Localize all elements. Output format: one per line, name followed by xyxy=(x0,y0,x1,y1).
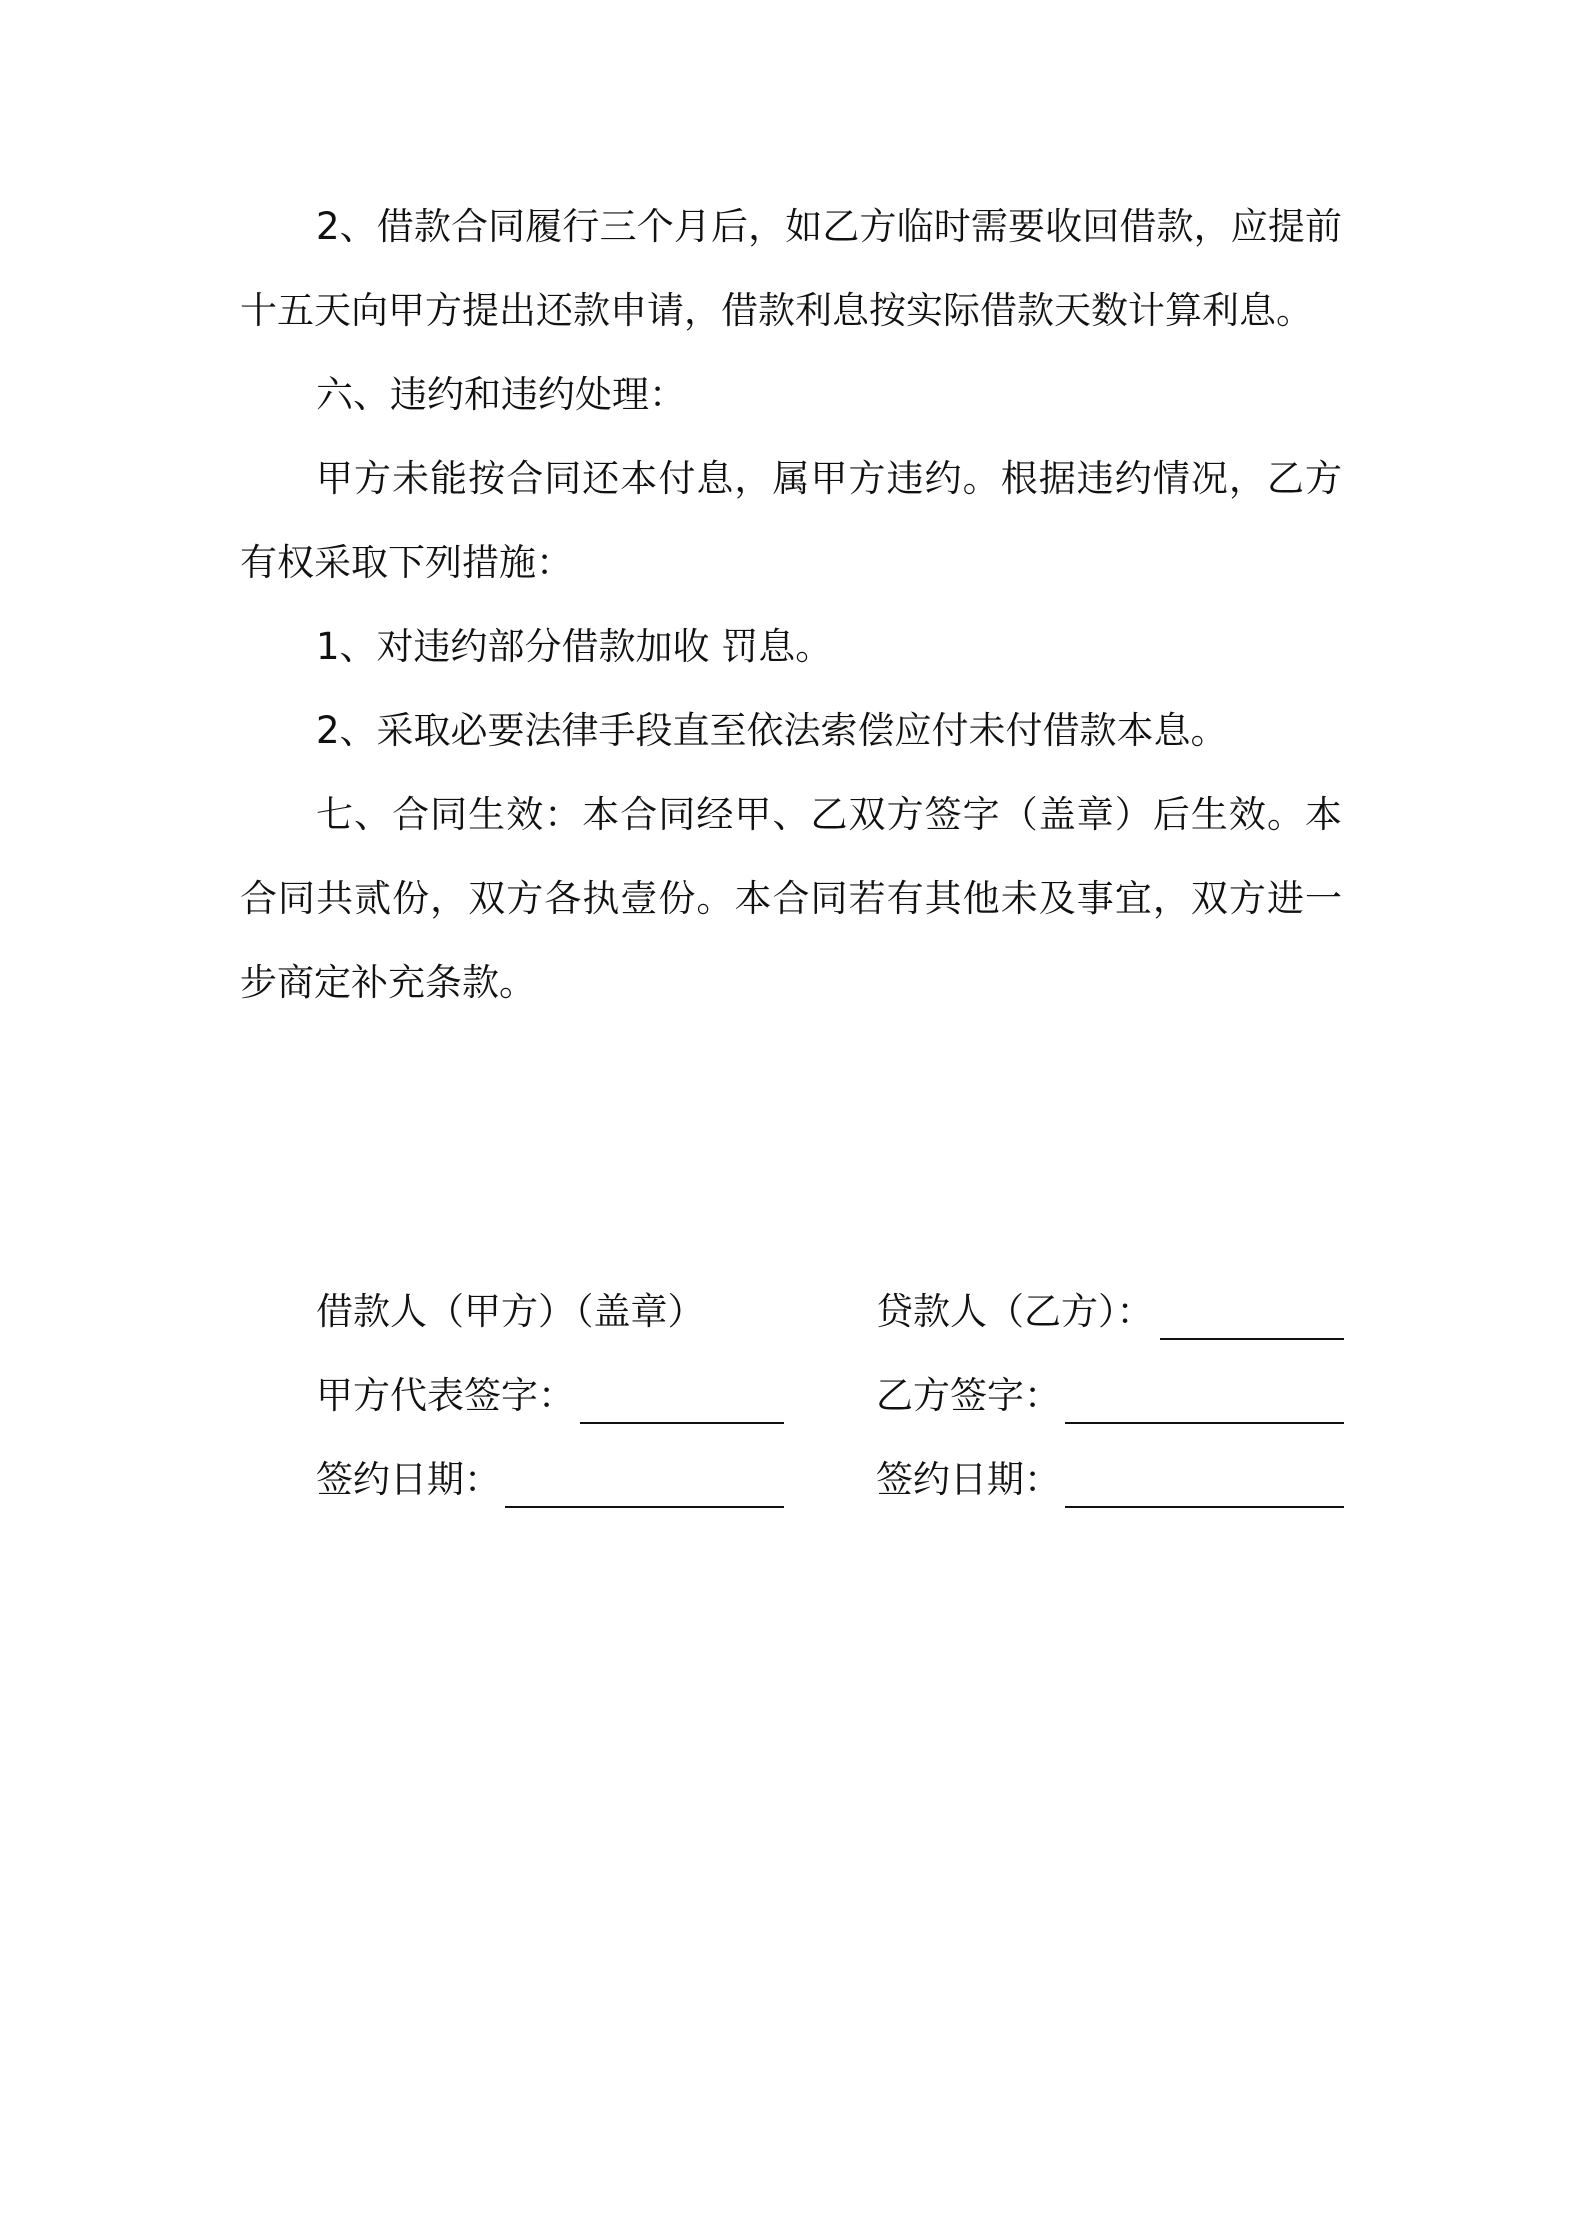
lender-date-row xyxy=(876,1450,1346,1510)
lender-row xyxy=(876,1282,1346,1342)
borrower-date-label: 签约日期： xyxy=(316,1458,501,1501)
clause-effectiveness: 七、合同生效：本合同经甲、乙双方签字（盖章）后生效。本合同共贰份，双方各执壹份。本合同若有其他未及事宜，双方进一步商定补充条款。 xyxy=(240,793,1342,1004)
borrower-date-row xyxy=(316,1450,786,1510)
section-heading-breach: 六、违约和违约处理： xyxy=(316,373,686,416)
borrower-representative-row xyxy=(316,1366,786,1426)
lender-signature-row xyxy=(876,1366,1346,1426)
clause-penalty-interest: 1、对违约部分借款加收 罚息。 xyxy=(316,625,833,668)
lender-signature-line-2 xyxy=(1065,1422,1344,1424)
lender-date-label: 签约日期： xyxy=(876,1458,1061,1501)
clause-breach-description: 甲方未能按合同还本付息，属甲方违约。根据违约情况，乙方有权采取下列措施： xyxy=(240,457,1342,584)
clause-early-repayment: 2、借款合同履行三个月后，如乙方临时需要收回借款，应提前十五天向甲方提出还款申请，借款利息按实际借款天数计算利息。 xyxy=(240,205,1342,332)
borrower-date-line xyxy=(505,1506,784,1508)
lender-label: 贷款人（乙方）： xyxy=(876,1290,1154,1333)
borrower-representative-label: 甲方代表签字： xyxy=(316,1374,575,1417)
contract-body xyxy=(240,185,1342,1025)
borrower-seal-label: 借款人（甲方）（盖章） xyxy=(316,1290,705,1333)
clause-legal-action: 2、采取必要法律手段直至依法索偿应付未付借款本息。 xyxy=(316,709,1228,752)
lender-signature-line xyxy=(1160,1338,1344,1340)
borrower-representative-signature-line xyxy=(580,1422,784,1424)
borrower-seal-row xyxy=(316,1282,796,1342)
lender-signature-label: 乙方签字： xyxy=(876,1374,1061,1417)
lender-date-line xyxy=(1065,1506,1344,1508)
